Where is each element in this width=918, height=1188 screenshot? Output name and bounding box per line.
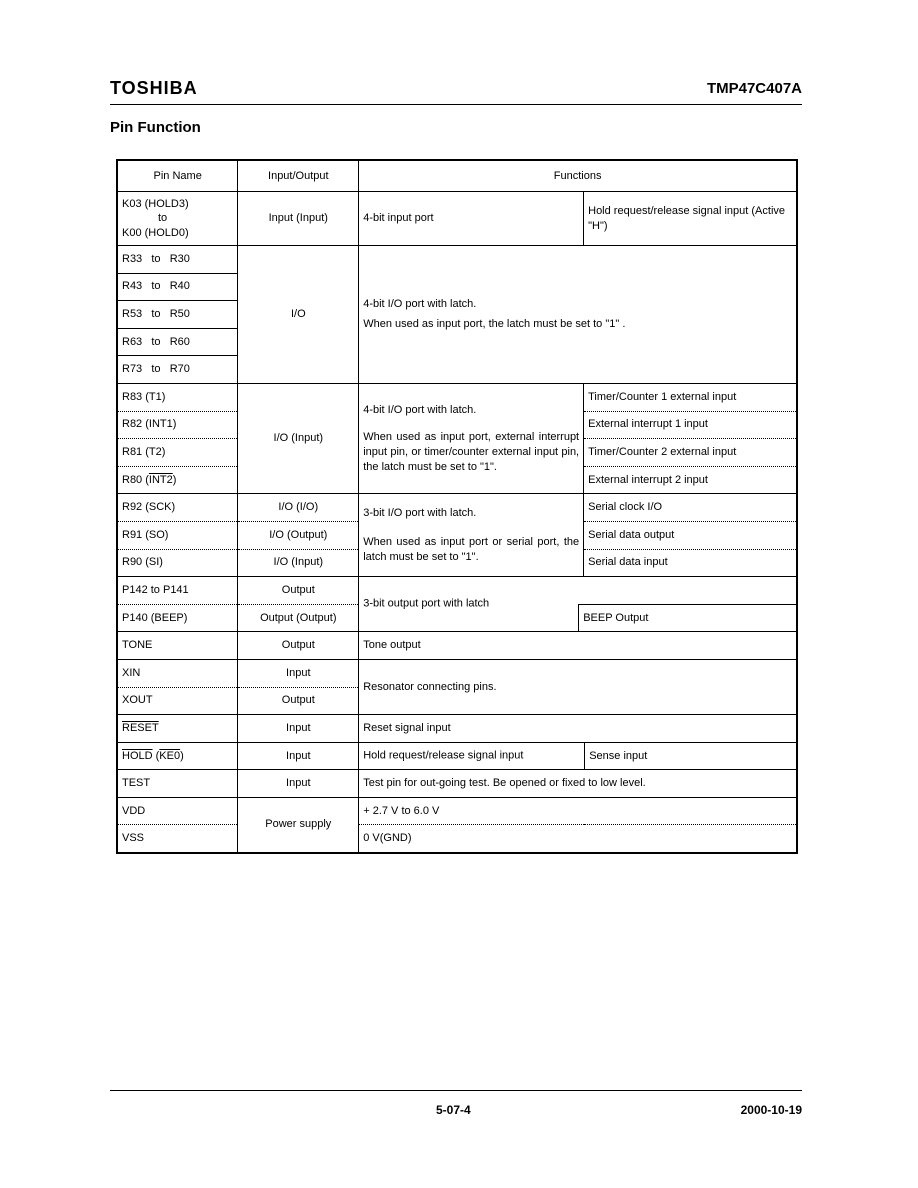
header-input-output: Input/Output — [238, 160, 359, 192]
pin-name-r83: R83 (T1) — [117, 383, 238, 411]
pin-name-r4: R43 to R40 — [117, 273, 238, 301]
header-rule — [110, 104, 802, 105]
header-functions: Functions — [359, 160, 797, 192]
pin-name-r7: R73 to R70 — [117, 356, 238, 384]
io-xout: Output — [238, 687, 359, 715]
io-tone: Output — [238, 632, 359, 660]
func2-hold: Sense input — [584, 743, 796, 770]
header-pin-name: Pin Name — [117, 160, 238, 192]
io-r91: I/O (Output) — [238, 521, 359, 549]
func-r8-line1: 4-bit I/O port with latch. — [363, 403, 477, 416]
pin-name-r91: R91 (SO) — [117, 521, 238, 549]
func2-k: Hold request/release signal input (Active "H") — [584, 192, 797, 246]
footer-date: 2000-10-19 — [740, 1103, 802, 1117]
func-r9-line2: When used as input port or serial port, the latch must be set to "1". — [363, 535, 580, 563]
pin-name-vss: VSS — [117, 825, 238, 853]
page-number: 5-07-4 — [436, 1103, 471, 1117]
footer-rule — [110, 1090, 802, 1091]
pin-name-r81: R81 (T2) — [117, 439, 238, 467]
pin-name-xout: XOUT — [117, 687, 238, 715]
func-hold: Hold request/release signal input — [363, 749, 524, 762]
func-r-line1: 4-bit I/O port with latch. — [363, 297, 477, 310]
pin-name-k-bottom: K00 (HOLD0) — [122, 226, 189, 239]
pin-name-hold-close: ) — [180, 749, 184, 762]
pin-name-r90: R90 (SI) — [117, 549, 238, 577]
table-row — [117, 659, 797, 687]
table-row — [117, 715, 797, 743]
table-row — [117, 192, 797, 246]
pin-name-hold — [117, 742, 238, 770]
pin-name-r82: R82 (INT1) — [117, 411, 238, 439]
func-p-text: 3-bit output port with latch — [363, 597, 490, 610]
func2-r92: Serial clock I/O — [584, 494, 797, 522]
pin-name-k-mid: to — [158, 212, 168, 225]
pin-name-k — [117, 192, 238, 246]
table-row — [117, 825, 797, 853]
io-r92: I/O (I/O) — [238, 494, 359, 522]
table-row — [117, 246, 797, 274]
func-k: 4-bit input port — [359, 192, 584, 246]
io-xin: Input — [238, 659, 359, 687]
pin-name-k-top: K03 (HOLD3) — [122, 198, 189, 211]
table-row — [117, 632, 797, 660]
func-r — [359, 246, 797, 384]
table-row — [117, 770, 797, 798]
brand-logo: TOSHIBA — [110, 78, 198, 98]
pin-name-reset — [117, 715, 238, 743]
func-r8-line2: When used as input port, external interrupt input pin, or timer/counter external input pin, the latch must be set to "1". — [363, 430, 580, 473]
pin-name-r80-prefix: R80 ( — [122, 473, 149, 486]
pin-name-p142: P142 to P141 — [117, 577, 238, 605]
pin-name-hold-text: HOLD — [122, 749, 153, 762]
pin-name-hold-ke0: KE0 — [159, 749, 181, 762]
table-row — [117, 494, 797, 522]
func2-r83: Timer/Counter 1 external input — [584, 383, 797, 411]
pin-name-hold-sep: ( — [152, 749, 160, 762]
func-r-line2: When used as input port, the latch must be set to "1" . — [363, 318, 626, 331]
io-p142: Output — [238, 577, 359, 605]
pin-name-r80-close: ) — [172, 473, 177, 486]
func-test: Test pin for out-going test. Be opened or fixed to low level. — [359, 770, 797, 798]
func-vdd: + 2.7 V to 6.0 V — [359, 797, 797, 825]
func-reset: Reset signal input — [359, 715, 797, 743]
func2-r91: Serial data output — [584, 521, 797, 549]
func-r9-line1: 3-bit I/O port with latch. — [363, 506, 477, 519]
table-header-row — [117, 160, 797, 192]
pin-name-r5: R53 to R50 — [117, 301, 238, 329]
func-xin: Resonator connecting pins. — [359, 659, 797, 714]
part-number: TMP47C407A — [706, 80, 802, 97]
io-r8: I/O (Input) — [238, 383, 359, 493]
table-row — [117, 577, 797, 605]
func-r8 — [359, 383, 584, 493]
io-reset: Input — [238, 715, 359, 743]
func-r9 — [359, 494, 584, 577]
io-power: Power supply — [238, 797, 359, 852]
io-p140: Output (Output) — [238, 604, 359, 632]
pin-name-r80-int2: INT2 — [148, 473, 173, 486]
func-hold-cell — [359, 742, 797, 770]
pin-name-tone: TONE — [117, 632, 238, 660]
pin-name-xin: XIN — [117, 659, 238, 687]
section-title: Pin Function — [110, 119, 201, 136]
io-r: I/O — [238, 246, 359, 384]
pin-name-reset-text: RESET — [122, 721, 159, 734]
pin-name-r3: R33 to R30 — [117, 246, 238, 274]
pin-name-test: TEST — [117, 770, 238, 798]
pin-function-table — [116, 159, 798, 854]
func2-r82: External interrupt 1 input — [584, 411, 797, 439]
func2-p140: BEEP Output — [578, 604, 796, 631]
pin-name-r6: R63 to R60 — [117, 328, 238, 356]
io-hold: Input — [238, 742, 359, 770]
table-row — [117, 742, 797, 770]
func-vss: 0 V(GND) — [359, 825, 797, 853]
pin-name-r92: R92 (SCK) — [117, 494, 238, 522]
func-tone: Tone output — [359, 632, 797, 660]
pin-name-vdd: VDD — [117, 797, 238, 825]
func2-r81: Timer/Counter 2 external input — [584, 439, 797, 467]
table-row — [117, 797, 797, 825]
pin-name-r80 — [117, 466, 238, 494]
table-row — [117, 383, 797, 411]
func2-r80: External interrupt 2 input — [584, 466, 797, 494]
pin-name-p140: P140 (BEEP) — [117, 604, 238, 632]
io-test: Input — [238, 770, 359, 798]
io-k: Input (Input) — [238, 192, 359, 246]
io-r90: I/O (Input) — [238, 549, 359, 577]
func-p — [359, 577, 797, 632]
func2-r90: Serial data input — [584, 549, 797, 577]
